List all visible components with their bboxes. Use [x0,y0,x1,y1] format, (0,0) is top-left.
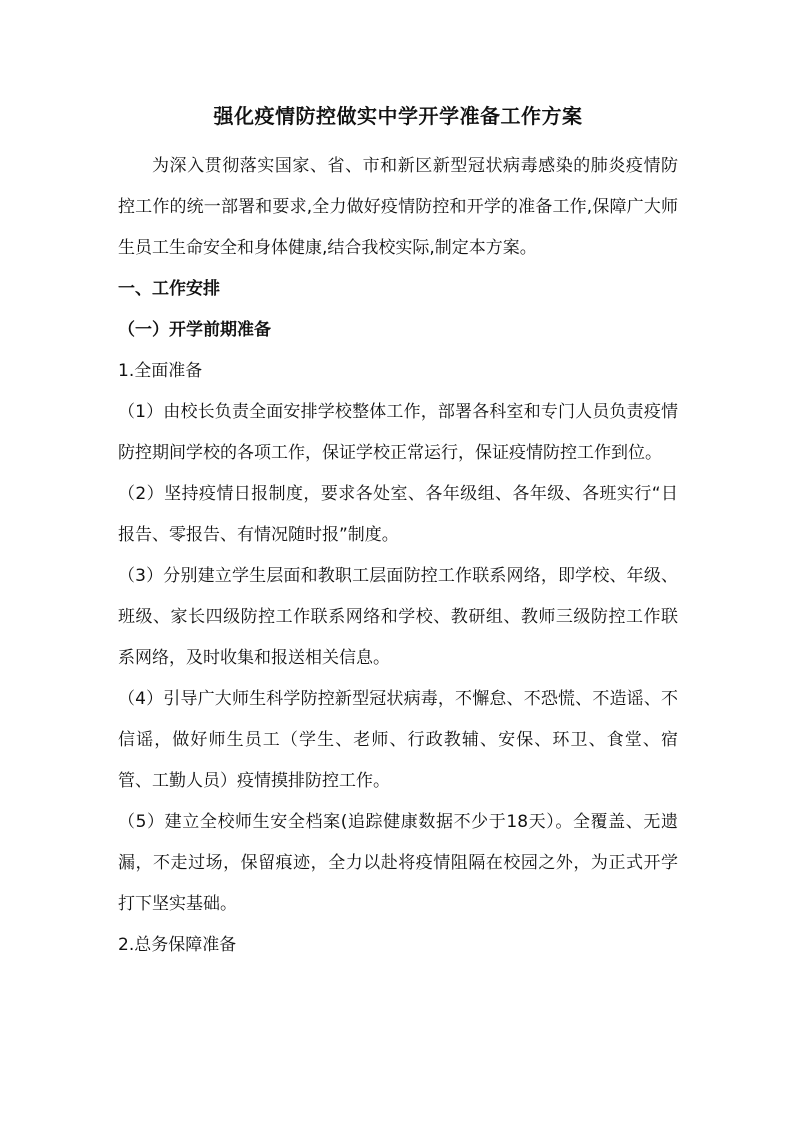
list-item: （3）分别建立学生层面和教职工层面防控工作联系网络，即学校、年级、班级、家长四级防控工作联系网络和学校、教研组、教师三级防控工作联系网络，及时收集和报送相关信息。 [118,566,678,668]
subsection-heading-pre-opening: （一）开学前期准备 [118,320,271,340]
list-item: （5）建立全校师生安全档案(追踪健康数据不少于18天）。全覆盖、无遗漏，不走过场，保留痕迹，全力以赴将疫情阻隔在校园之外，为正式开学打下坚实基础。 [118,812,678,914]
section-heading-work-arrangement: 一、工作安排 [118,279,220,299]
document-title: 强化疫情防控做实中学开学准备工作方案 [213,104,583,128]
list-item: （4）引导广大师生科学防控新型冠状病毒，不懈怠、不恐慌、不造谣、不信谣，做好师生员工（学生、老师、行政教辅、安保、环卫、食堂、宿管、工勤人员）疫情摸排防控工作。 [118,689,678,791]
item-heading-logistics: 2.总务保障准备 [118,935,237,955]
intro-paragraph: 为深入贯彻落实国家、省、市和新区新型冠状病毒感染的肺炎疫情防控工作的统一部署和要求,全力做好疫情防控和开学的准备工作,保障广大师生员工生命安全和身体健康,结合我校实际,制定本方案。 [118,156,678,258]
list-item: （2）坚持疫情日报制度，要求各处室、各年级组、各年级、各班实行“日报告、零报告、有情况随时报”制度。 [118,484,678,545]
list-item: （1）由校长负责全面安排学校整体工作，部署各科室和专门人员负责疫情防控期间学校的各项工作，保证学校正常运行，保证疫情防控工作到位。 [118,402,678,463]
document-body [118,94,678,966]
item-heading-full-preparation: 1.全面准备 [118,361,203,381]
